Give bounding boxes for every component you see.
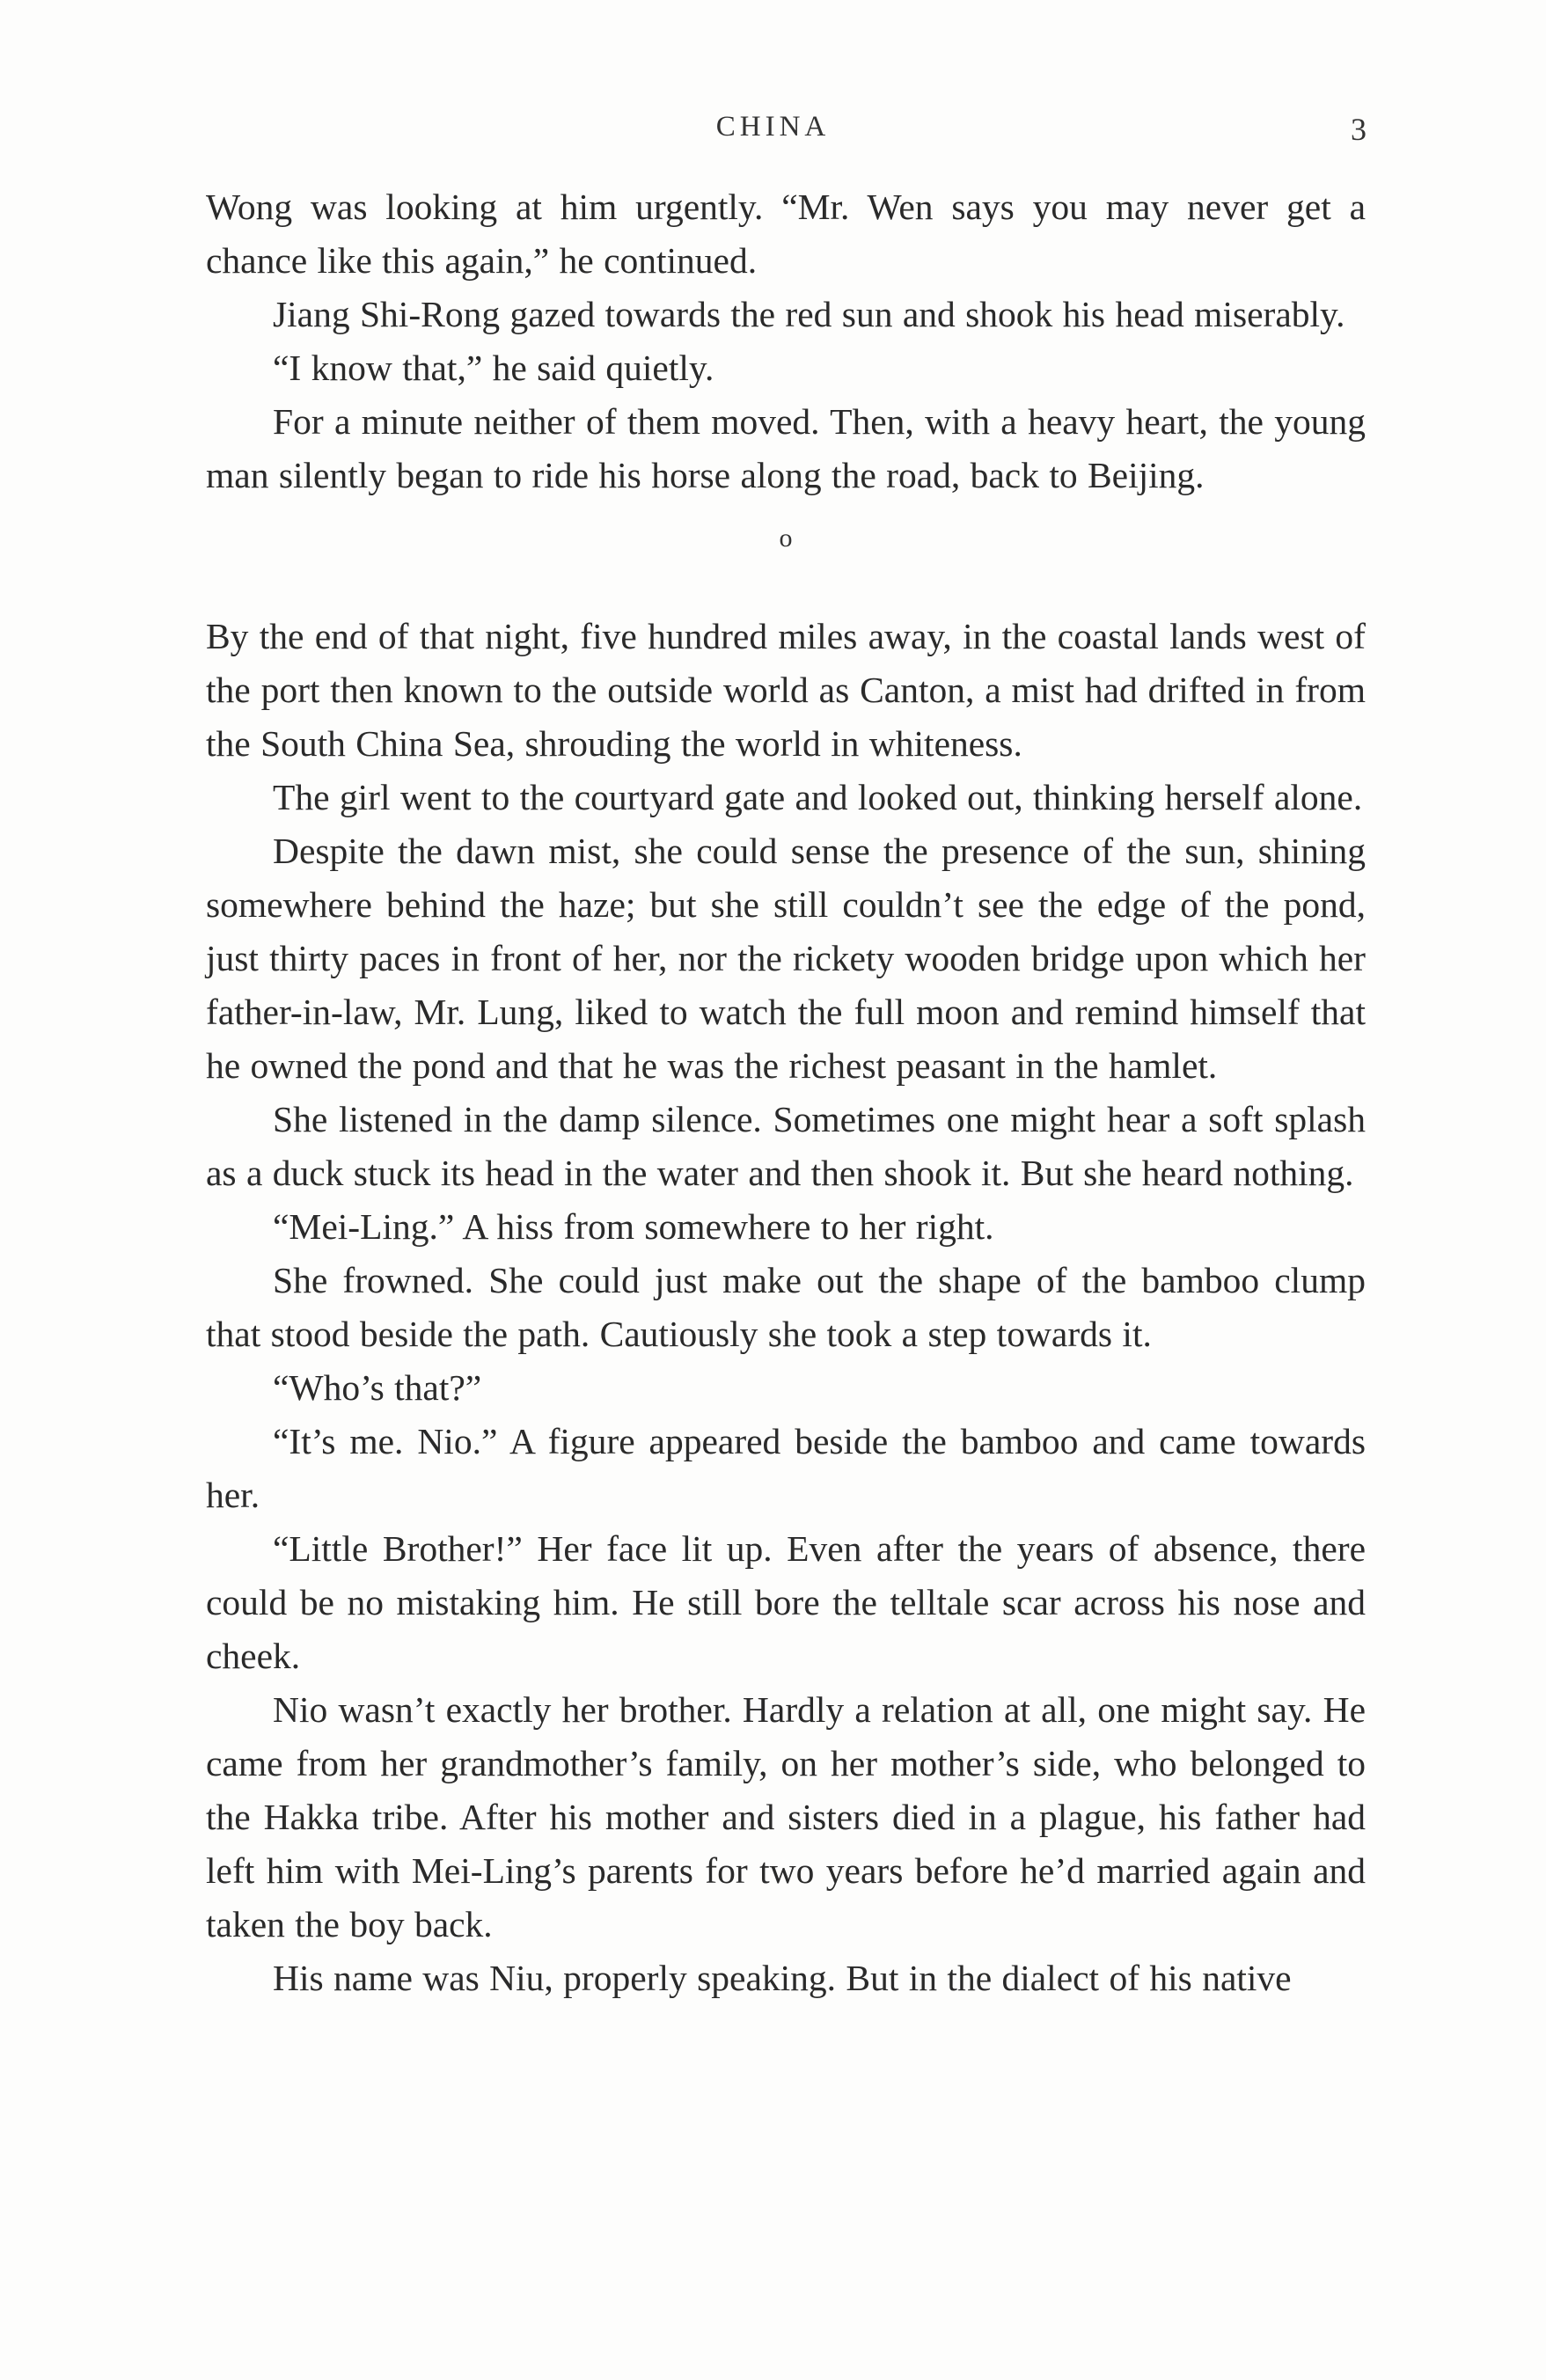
paragraph: “It’s me. Nio.” A figure appeared beside the bamboo and came towards her. — [206, 1421, 1366, 1515]
paragraph: “Who’s that?” — [273, 1367, 482, 1408]
paragraph: Wong was looking at him urgently. “Mr. Wen says you may never get a chance like this again,” he continued. — [206, 187, 1366, 281]
paragraph: “I know that,” he said quietly. — [273, 348, 714, 388]
section-break-ornament: o — [779, 524, 793, 553]
paragraph: “Mei-Ling.” A hiss from somewhere to her right. — [273, 1206, 994, 1247]
paragraph: For a minute neither of them moved. Then, with a heavy heart, the young man silently began to ride his horse along the road, back to Beijing. — [206, 401, 1366, 495]
paragraph: Despite the dawn mist, she could sense the presence of the sun, shining somewhere behind the haze; but she still couldn’t see the edge of the pond, just thirty paces in front of her, nor the rickety wooden bridge upon which her father-in-law, Mr. Lung, liked to watch the full moon and remind himself that he owned the pond and that he was the richest peasant in the hamlet. — [206, 831, 1366, 1086]
paragraph: She listened in the damp silence. Sometimes one might hear a soft splash as a duck stuck its head in the water and then shook it. But she heard nothing. — [206, 1099, 1366, 1193]
paragraph: Nio wasn’t exactly her brother. Hardly a relation at all, one might say. He came from her grandmother’s family, on her mother’s side, who belonged to the Hakka tribe. After his mother and sisters died in a plague, his father had left him with Mei-Ling’s parents for two years before he’d married again and taken the boy back. — [206, 1689, 1366, 1944]
page-number: 3 — [1351, 112, 1366, 147]
body-text — [206, 180, 1366, 2005]
paragraph: She frowned. She could just make out the shape of the bamboo clump that stood beside the path. Cautiously she took a step towards it. — [206, 1260, 1366, 1354]
paragraph: By the end of that night, five hundred miles away, in the coastal lands west of the port then known to the outside world as Canton, a mist had drifted in from the South China Sea, shrouding the world in whiteness. — [206, 616, 1366, 764]
paragraph: “Little Brother!” Her face lit up. Even after the years of absence, there could be no mistaking him. He still bore the telltale scar across his nose and cheek. — [206, 1528, 1366, 1676]
running-title: CHINA — [715, 111, 831, 143]
running-header — [0, 106, 1546, 158]
paragraph: Jiang Shi-Rong gazed towards the red sun and shook his head miserably. — [273, 294, 1345, 334]
paragraph: His name was Niu, properly speaking. But in the dialect of his native — [273, 1958, 1292, 1998]
paragraph: The girl went to the courtyard gate and looked out, thinking herself alone. — [273, 777, 1363, 817]
